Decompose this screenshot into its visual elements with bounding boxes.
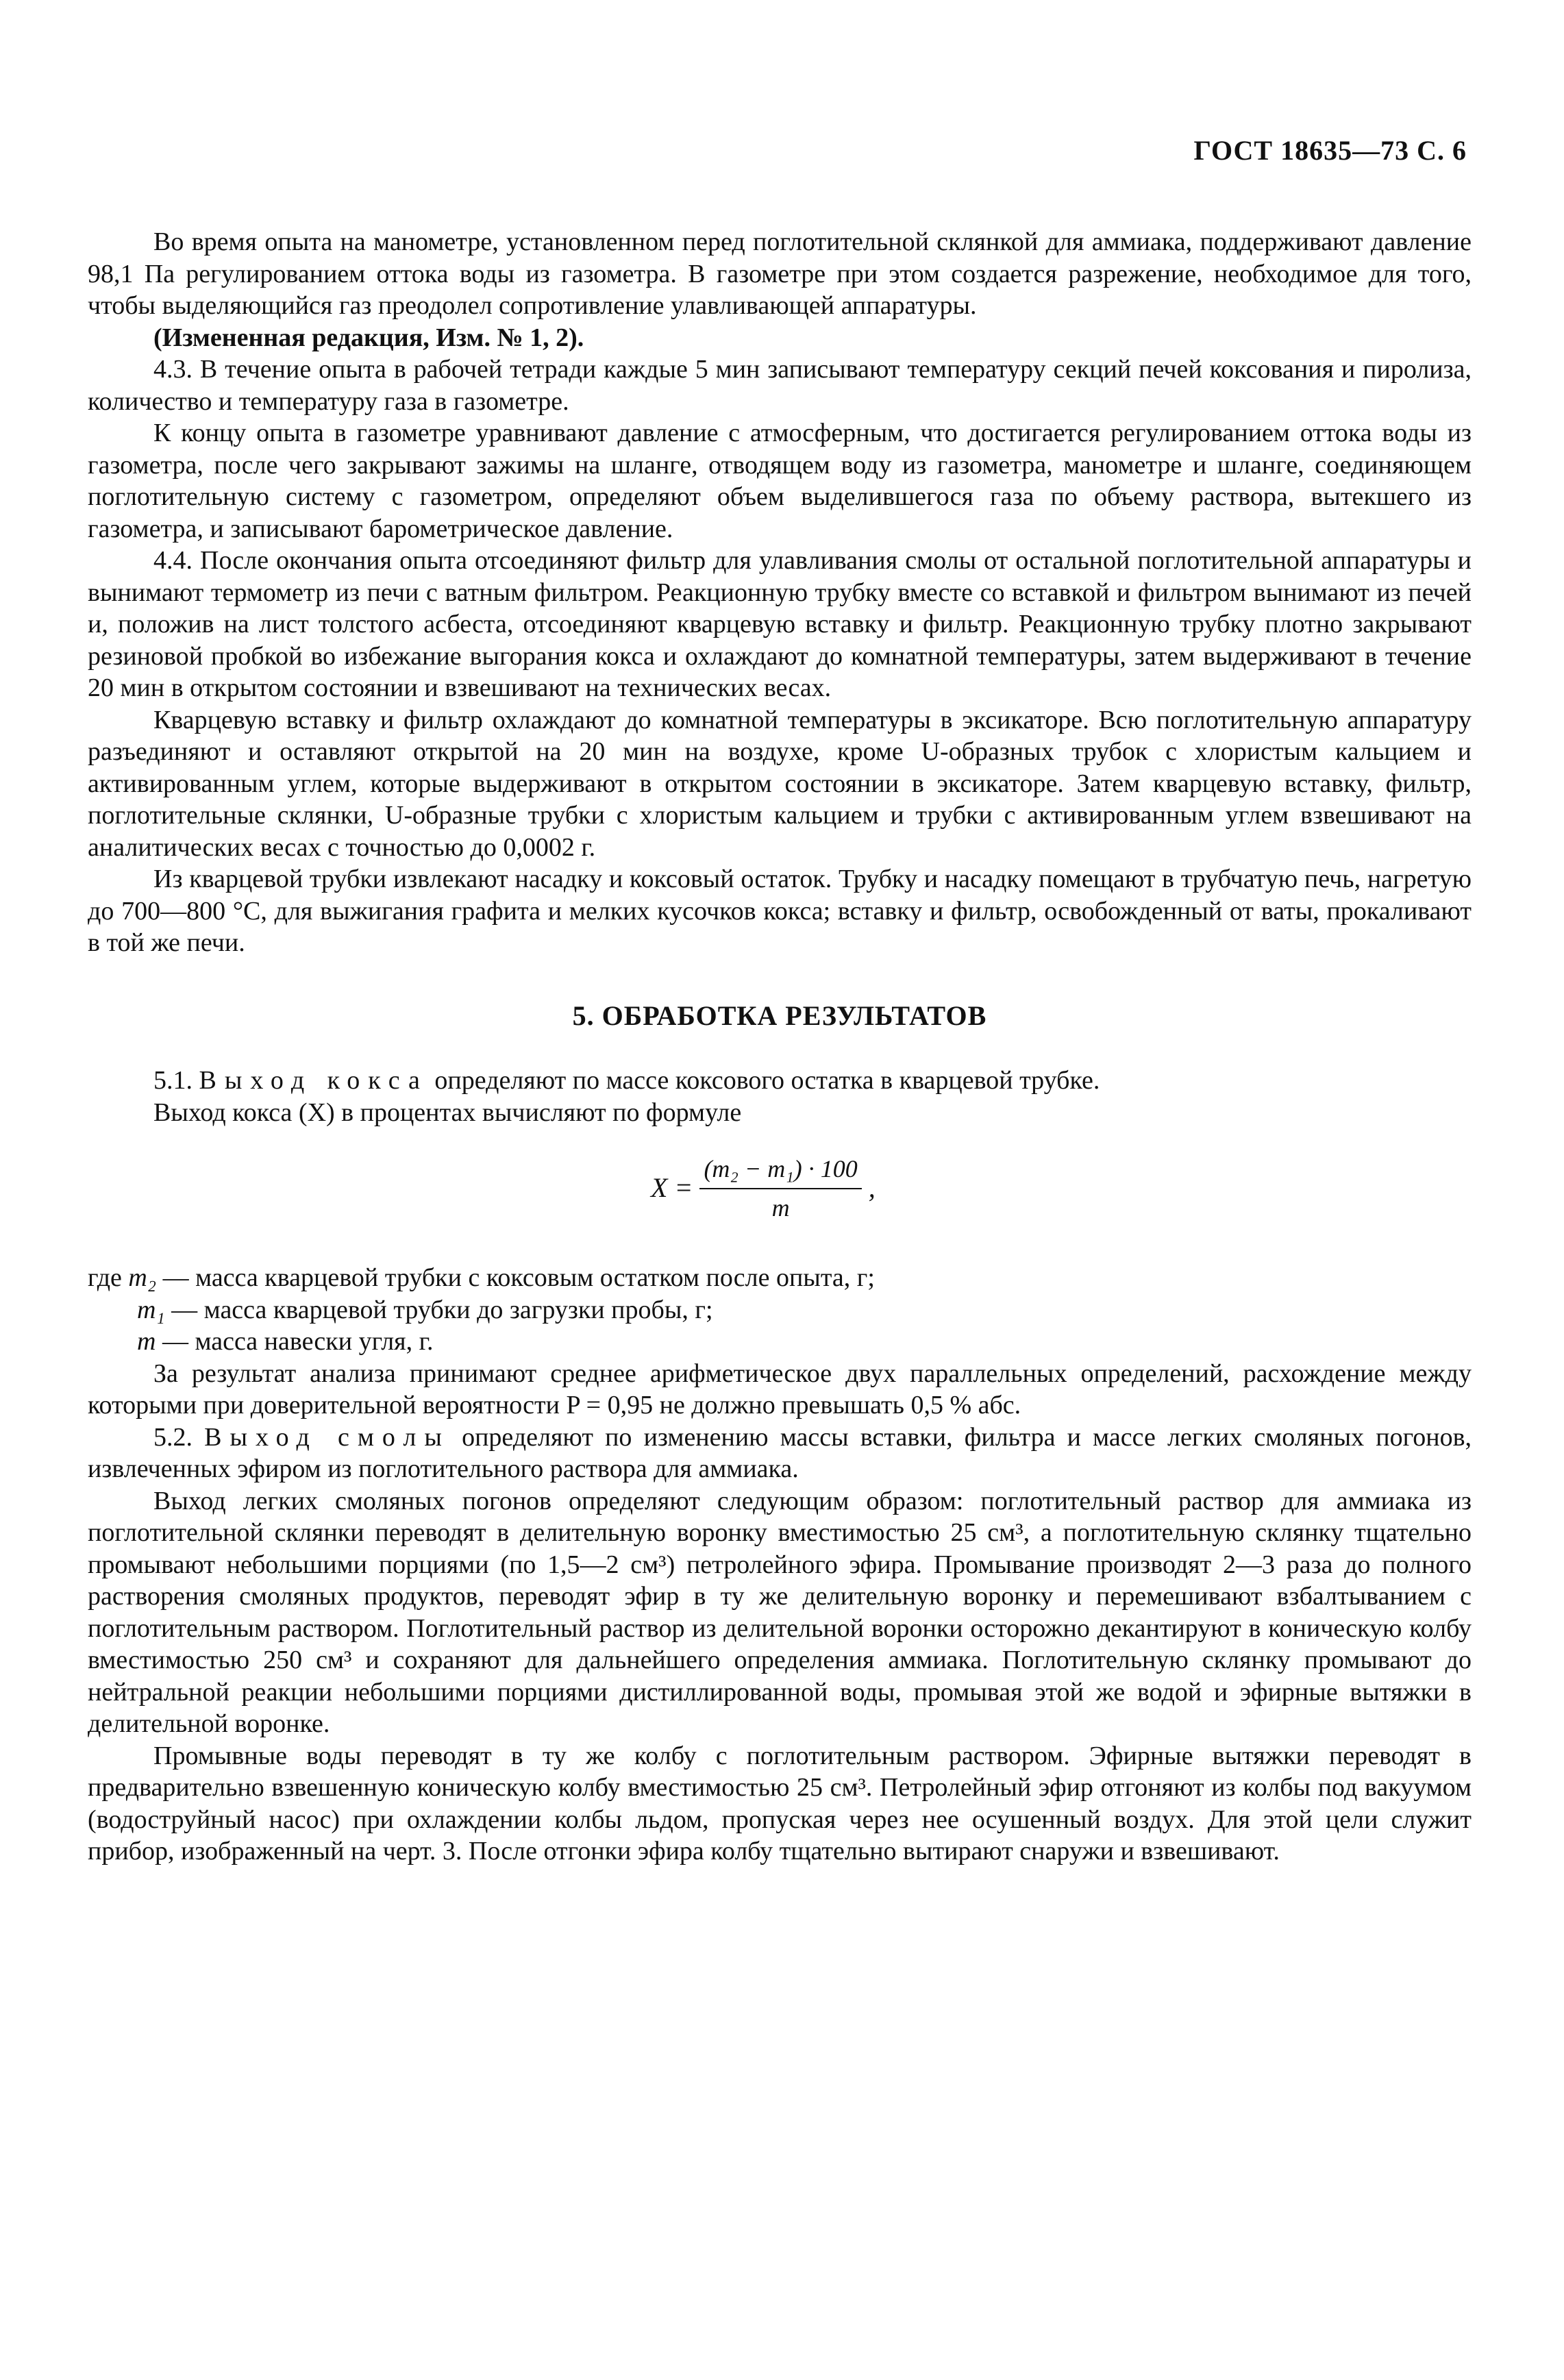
paragraph: Промывные воды переводят в ту же колбу с поглотительным раствором. Эфирные вытяжки переводят в предварительно взвешенную коническую колбу вместимостью 25 см³. Петролейный эфир отгоняют из колбы под вакуумом (водоструйный насос) при охлаждении колбы льдом, пропуская через нее осушенный воздух. Для этой цели служит прибор, изображенный на черт. 3. После отгонки эфира колбу тщательно вытирают снаружи и взвешивают. xyxy=(88,1741,1472,1865)
paragraph-5-2 xyxy=(88,1422,1472,1485)
paragraph: Во время опыта на манометре, установленном перед поглотительной склянкой для аммиака, поддерживают давление 98,1 Па регулированием оттока воды из газометра. В газометре при этом создается разрежение, необходимое для того, чтобы выделяющийся газ преодолел сопротивление улавливающей аппаратуры. xyxy=(88,227,1472,320)
paragraph: Кварцевую вставку и фильтр охлаждают до комнатной температуры в эксикаторе. Всю поглотительную аппаратуру разъединяют и оставляют открытой на 20 мин на воздухе, кроме U-образных трубок с хлористым кальцием и активированным углем, которые выдерживают в открытом состоянии в эксикаторе. Затем кварцевую вставку, фильтр, поглотительные склянки, U-образные трубки с хлористым кальцием и трубки с активированным углем взвешивают на аналитических весах с точностью до 0,0002 г. xyxy=(88,705,1472,862)
formula xyxy=(651,1153,876,1224)
clause-number: 5.2. xyxy=(153,1422,193,1452)
legend-text: — масса кварцевой трубки с коксовым остатком после опыта, г; xyxy=(162,1263,875,1292)
paragraph: Из кварцевой трубки извлекают насадку и коксовый остаток. Трубку и насадку помещают в трубчатую печь, нагретую до 700—800 °С, для выжигания графита и мелких кусочков кокса; вставку и фильтр, освобожденный от ваты, прокаливают в той же печи. xyxy=(88,865,1472,957)
clause-term: Выход кокса xyxy=(199,1066,428,1095)
paragraph: Выход легких смоляных погонов определяют следующим образом: поглотительный раствор для аммиака из поглотительной склянки переводят в делительную воронку вместимостью 25 см³, а поглотительную склянку тщательно промывают небольшими порциями (по 1,5—2 см³) петролейного эфира. Промывание производят 2—3 раза до полного растворения смоляных продуктов, переводят эфир в ту же делительную воронку и перемешивают взбалтыванием с поглотительным раствором. Поглотительный раствор из делительной воронки осторожно декантируют в коническую колбу вместимостью 250 см³ и сохраняют для дальнейшего определения аммиака. Поглотительную склянку промывают до нейтральной реакции небольшими порциями дистиллированной воды, промывая этой же водой и эфирные вытяжки в делительной воронке. xyxy=(88,1486,1472,1738)
legend-symbol: m₁ xyxy=(137,1295,165,1324)
legend-row xyxy=(88,1326,1472,1358)
formula-tail: , xyxy=(868,1172,876,1204)
legend-row xyxy=(88,1294,1472,1326)
legend-where: где xyxy=(88,1263,122,1292)
formula-block xyxy=(88,1139,1472,1259)
paragraph: Выход кокса (X) в процентах вычисляют по формуле xyxy=(153,1098,742,1127)
legend-row xyxy=(88,1262,1472,1294)
formula-fraction xyxy=(699,1153,861,1224)
paragraph: За результат анализа принимают среднее арифметическое двух параллельных определений, расхождение между которыми при доверительной вероятности P = 0,95 не должно превышать 0,5 % абс. xyxy=(88,1359,1472,1420)
paragraph: К концу опыта в газометре уравнивают давление с атмосферным, что достигается регулированием оттока воды из газометра, после чего закрывают зажимы на шланге, отводящем воду из газометра, манометре и шланге, соединяющем поглотительную систему с газометром, определяют объем выделившегося газа по объему раствора, вытекшего из газометра, и записывают барометрическое давление. xyxy=(88,419,1472,543)
paragraph-5-1 xyxy=(88,1065,1472,1097)
document-body xyxy=(88,226,1472,1868)
formula-legend xyxy=(88,1262,1472,1358)
clause-text: определяют по массе коксового остатка в кварцевой трубке. xyxy=(434,1066,1100,1095)
legend-text: — масса кварцевой трубки до загрузки пробы, г; xyxy=(171,1295,713,1324)
page-header: ГОСТ 18635—73 С. 6 xyxy=(1193,135,1467,166)
formula-numerator: (m₂ − m₁) · 100 xyxy=(699,1153,861,1189)
clause-term: Выход смолы xyxy=(204,1422,450,1452)
formula-lhs: X = xyxy=(651,1172,693,1204)
clause-number: 5.1. xyxy=(153,1066,193,1095)
legend-symbol: m xyxy=(137,1327,156,1356)
clause-text: определяют по изменению массы вставки, фильтра и массе легких смоляных погонов, извлеченных эфиром из поглотительного раствора для аммиака. xyxy=(88,1422,1472,1483)
section-title: 5. ОБРАБОТКА РЕЗУЛЬТАТОВ xyxy=(572,1000,987,1031)
paragraph-4-3: 4.3. В течение опыта в рабочей тетради каждые 5 мин записывают температуру секций печей коксования и пиролиза, количество и температуру газа в газометре. xyxy=(88,355,1472,416)
formula-denominator: m xyxy=(771,1193,790,1222)
legend-text: — масса навески угля, г. xyxy=(162,1327,434,1356)
legend-symbol: m₂ xyxy=(128,1263,157,1292)
amendment-note: (Измененная редакция, Изм. № 1, 2). xyxy=(153,323,584,352)
paragraph-4-4: 4.4. После окончания опыта отсоединяют фильтр для улавливания смолы от остальной поглотительной аппаратуры и вынимают термометр из печи с ватным фильтром. Реакционную трубку вместе со вставкой и фильтром вынимают из печей и, положив на лист толстого асбеста, отсоединяют кварцевую вставку и фильтр. Реакционную трубку плотно закрывают резиновой пробкой во избежание выгорания кокса и охлаждают до комнатной температуры, затем выдерживают в течение 20 мин в открытом состоянии и взвешивают на технических весах. xyxy=(88,546,1472,702)
